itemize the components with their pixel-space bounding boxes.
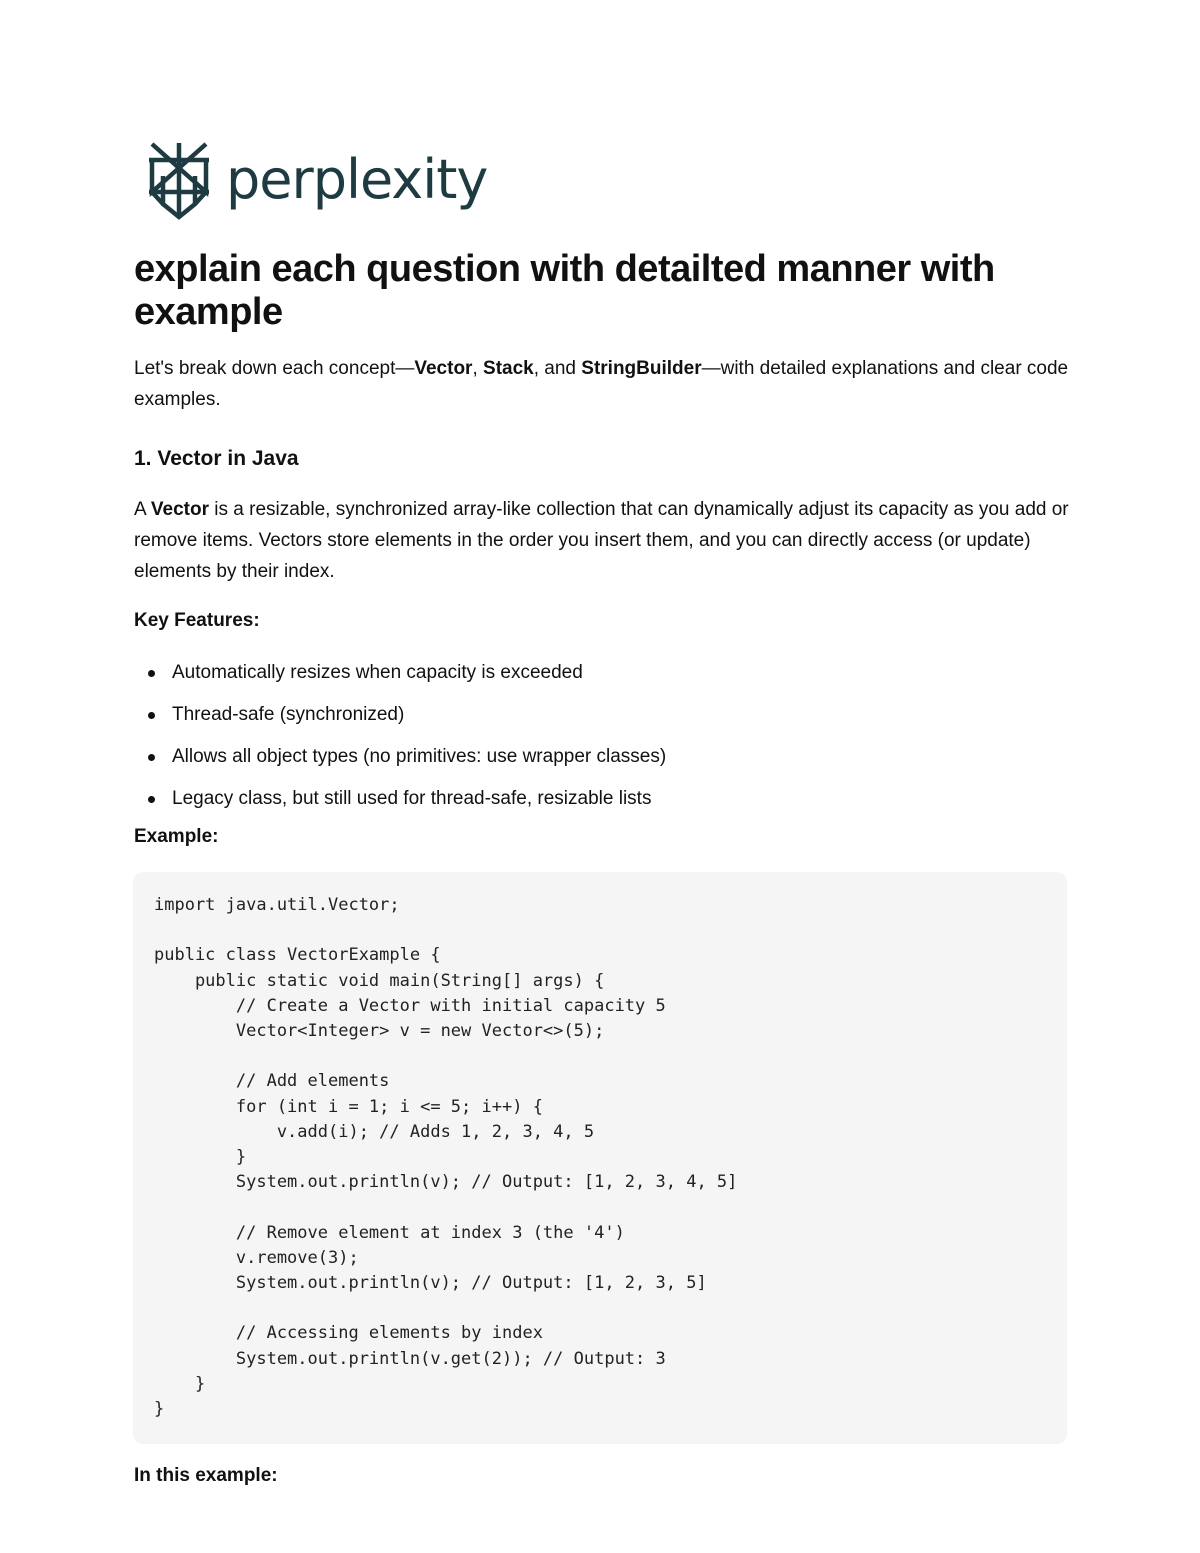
vector-desc-text: A	[134, 499, 151, 520]
vector-description	[134, 494, 1069, 587]
bullet-icon	[148, 670, 155, 677]
section-heading-vector: 1. Vector in Java	[134, 447, 299, 470]
intro-term-stack: Stack	[483, 358, 534, 379]
vector-desc-text: is a resizable, synchronized array-like collection that can dynamically adjust its capacity as you add or remove items. Vectors store elements in the order you insert them, and you can directly access (or update) elements by their index.	[134, 499, 1069, 582]
bullet-icon	[148, 754, 155, 761]
intro-separator: ,	[472, 358, 484, 379]
list-item	[134, 740, 666, 782]
feature-text: Automatically resizes when capacity is exceeded	[172, 662, 583, 683]
code-block[interactable]	[133, 872, 1067, 1444]
key-features-list	[134, 656, 666, 824]
in-this-example-label: In this example:	[134, 1465, 278, 1486]
feature-text: Thread-safe (synchronized)	[172, 704, 405, 725]
key-features-label: Key Features:	[134, 610, 260, 631]
bullet-icon	[148, 712, 155, 719]
vector-desc-term: Vector	[150, 499, 209, 520]
feature-text: Allows all object types (no primitives: use wrapper classes)	[172, 746, 667, 767]
intro-term-stringbuilder: StringBuilder	[581, 358, 702, 379]
code-content[interactable]: import java.util.Vector; public class VectorExample { public static void main(String[] args) { // Create a Vector with initial capacity 5 Vector<Integer> v = new Vector<>(5); // Add elements for (int i = 1; i <= 5; i++) { v.add(i); // Adds 1, 2, 3, 4, 5 } System.out.println(v); // Output: [1, 2, 3, 4, 5] // Remove element at index 3 (the '4') v.remove(3); System.out.println(v); // Output: [1, 2, 3, 5] // Accessing elements by index System.out.println(v.get(2)); // Output: 3 } }	[154, 895, 738, 1420]
logo-wordmark: perplexity	[226, 148, 488, 211]
intro-text: —with detailed explanations and clear code examples.	[134, 358, 1069, 410]
perplexity-logo-icon	[146, 140, 212, 220]
list-item	[134, 782, 666, 824]
list-item	[134, 656, 666, 698]
intro-text: Let's break down each concept—	[134, 358, 415, 379]
intro-separator: , and	[533, 358, 582, 379]
intro-term-vector: Vector	[414, 358, 473, 379]
perplexity-logo	[146, 140, 487, 220]
list-item	[134, 698, 666, 740]
bullet-icon	[148, 796, 155, 803]
page-title: explain each question with detailted manner with example	[134, 248, 995, 333]
intro-paragraph	[134, 353, 1069, 415]
feature-text: Legacy class, but still used for thread-safe, resizable lists	[172, 788, 652, 809]
example-label: Example:	[134, 826, 219, 847]
